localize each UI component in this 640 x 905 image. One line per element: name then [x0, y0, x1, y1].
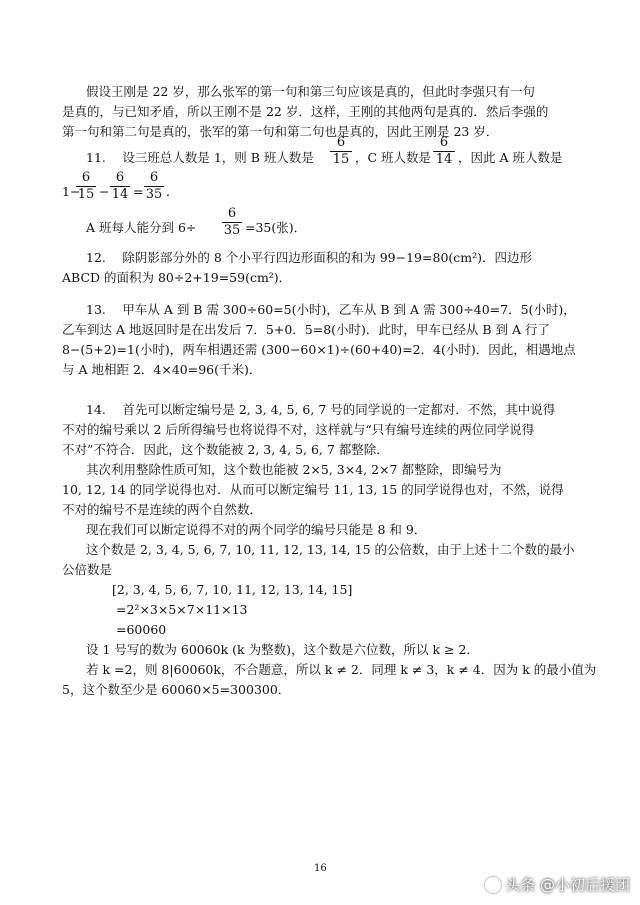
text-line: 是真的，与已知矛盾，所以王刚不是 22 岁．这样，王刚的其他两句是真的．然后李强的: [62, 104, 549, 119]
text-line: ．: [166, 184, 179, 199]
text-line: 这个数是 2, 3, 4, 5, 6, 7, 10, 11, 12, 13, 14, 15 的公倍数，由于上述十二个数的最小: [86, 542, 575, 557]
text-line: 14. 首先可以断定编号是 2, 3, 4, 5, 6, 7 号的同学说的一定都对．不然，其中说得: [86, 402, 556, 417]
text-line: =35(张)．: [245, 220, 307, 235]
text-line: A 班每人能分到 6÷: [86, 220, 197, 235]
text-line: ABCD 的面积为 80÷2+19=59(cm²)．: [62, 270, 292, 285]
text-line: 假设王刚是 22 岁，那么张军的第一句和第三句应该是真的，但此时李强只有一句: [86, 84, 535, 99]
text-line: [2, 3, 4, 5, 6, 7, 10, 11, 12, 13, 14, 15]: [112, 582, 353, 597]
text-line: =2²×3×5×7×11×13: [116, 602, 248, 617]
text-line: 若 k =2，则 8|60060k，不合题意，所以 k ≠ 2．同理 k ≠ 3，k ≠ 4．因为 k 的最小值为: [86, 662, 597, 677]
text-line: 8−(5+2)=1(小时)，两车相遇还需 (300−60×1)÷(60+40)=2．4(小时)．因此，相遇地点: [62, 342, 576, 357]
text-line: 11. 设三班总人数是 1，则 B 班人数是: [86, 150, 314, 165]
fraction-numerator: 6: [81, 170, 91, 185]
text-line: ，因此 A 班人数是: [458, 150, 563, 165]
fraction-denominator: 15: [332, 152, 350, 167]
text-line: 10, 12, 14 的同学说得也对．从而可以断定编号 11, 13, 15 的同学说得也对，不然，说得: [62, 482, 564, 497]
text-line: 乙车到达 A 地返回时是在出发后 7．5+0．5=8(小时)．此时，甲车已经从 B 到 A 行了: [62, 322, 551, 337]
fraction: [433, 135, 455, 168]
text-line: 不对的编号不是连续的两个自然数．: [62, 502, 263, 517]
text-line: 5，这个数至少是 60060×5=300300．: [62, 682, 291, 697]
fraction-numerator: 6: [149, 170, 159, 185]
text-line: 第一句和第二句是真的，张军的第一句和第二句也是真的，因此王刚是 23 岁．: [62, 124, 499, 139]
text-line: 不对的编号乘以 2 后所得编号也将说得不对，这样就与“只有编号连续的两位同学说得: [62, 422, 535, 437]
text-line: 不对”不符合．因此，这个数能被 2, 3, 4, 5, 6, 7 都整除．: [62, 442, 389, 457]
fraction: [222, 206, 242, 239]
fraction: [144, 170, 164, 203]
fraction-numerator: 6: [227, 206, 237, 221]
fraction-numerator: 6: [115, 170, 125, 185]
text-line: 1−: [62, 184, 81, 199]
text-line: =: [133, 184, 144, 199]
fraction-denominator: 14: [111, 187, 129, 202]
text-line: −: [99, 184, 110, 199]
text-line: 其次利用整除性质可知，这个数也能被 2×5, 3×4, 2×7 都整除，即编号为: [86, 462, 502, 477]
fraction: [110, 170, 130, 203]
text-line: 现在我们可以断定说得不对的两个同学的编号只能是 8 和 9．: [86, 522, 427, 537]
text-line: 12. 除阴影部分外的 8 个小平行四边形面积的和为 99−19=80(cm²)．四边形: [86, 250, 533, 265]
fraction-denominator: 14: [435, 152, 453, 167]
text-line: 与 A 地相距 2．4×40=96(千米)．: [62, 362, 262, 377]
watermark-logo-icon: [485, 877, 501, 893]
fraction: [76, 170, 96, 203]
watermark-text: 头条 @小初后援团: [505, 876, 630, 894]
fraction-numerator: 6: [439, 135, 449, 150]
page-number: 16: [314, 863, 327, 874]
text-line: =60060: [116, 622, 167, 637]
fraction-denominator: 35: [145, 187, 163, 202]
fraction: [330, 135, 352, 168]
watermark: [485, 874, 630, 895]
fraction-numerator: 6: [336, 135, 346, 150]
text-line: 公倍数是: [62, 562, 113, 577]
text-line: ，C 班人数是: [355, 150, 432, 165]
fraction-denominator: 35: [223, 223, 241, 238]
fraction-denominator: 15: [77, 187, 95, 202]
text-line: 13. 甲车从 A 到 B 需 300÷60=5(小时)，乙车从 B 到 A 需 300÷40=7．5(小时)，: [86, 302, 576, 317]
text-line: 设 1 号写的数为 60060k (k 为整数)，这个数是六位数，所以 k ≥ 2．: [86, 642, 479, 657]
